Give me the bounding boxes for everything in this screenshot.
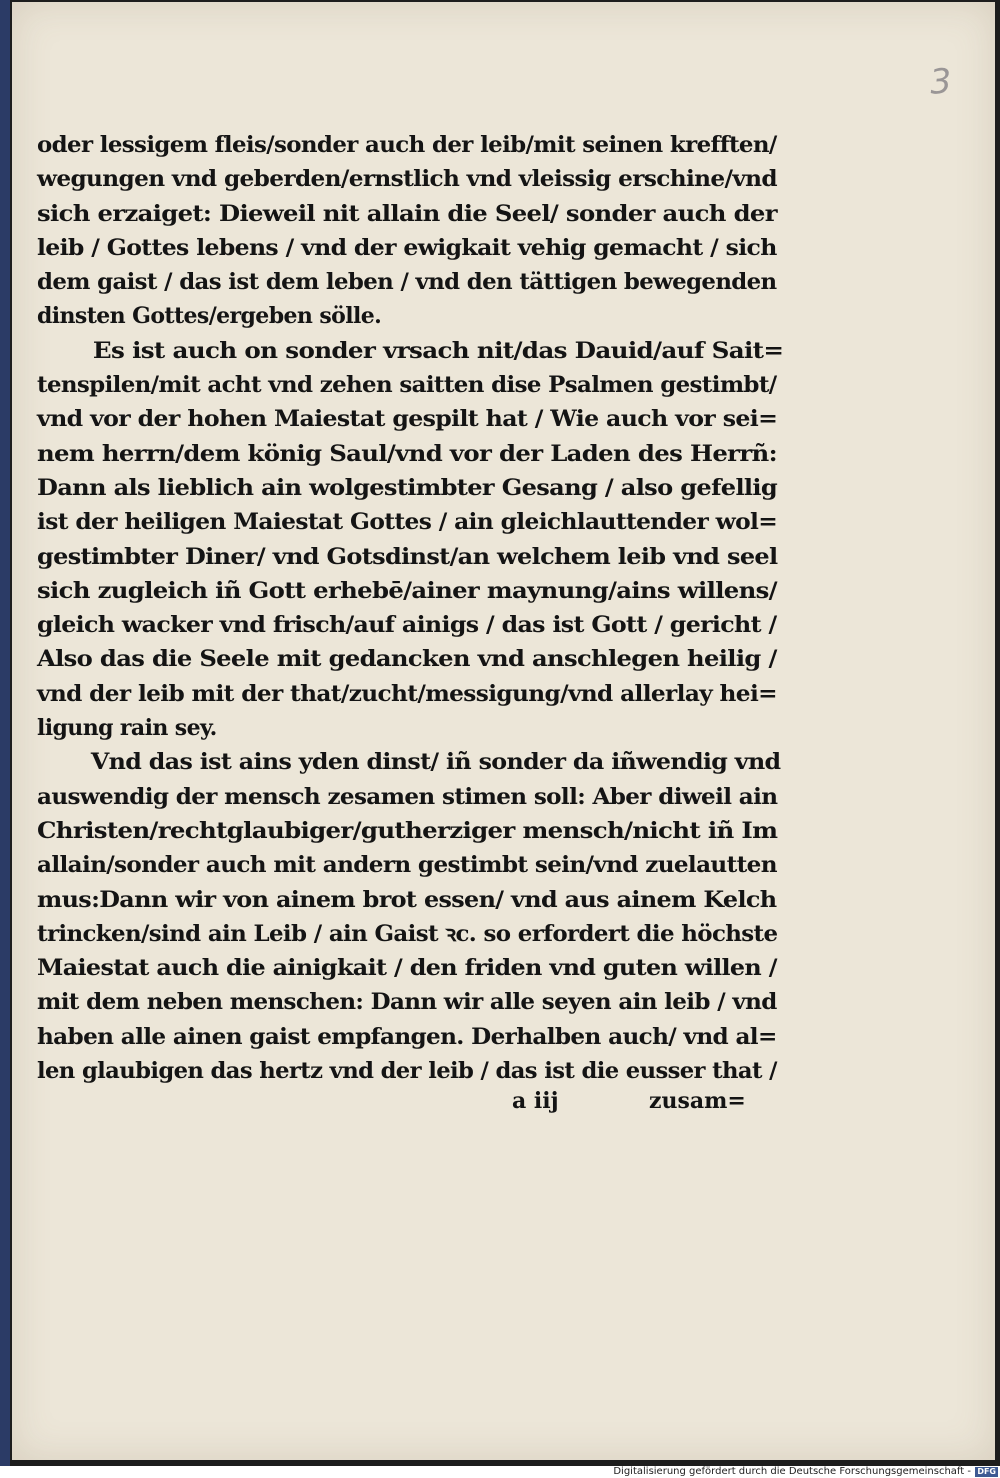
text-line: wegungen vnd geberden/ernstlich vnd vleissig erschine/vnd bbox=[37, 166, 778, 193]
text-line: sich erzaiget: Dieweil nit allain die Seel/ sonder auch der bbox=[37, 200, 777, 227]
text-line: haben alle ainen gaist empfangen. Derhalben auch/ vnd al= bbox=[37, 1023, 777, 1050]
text-line: ist der heiligen Maiestat Gottes / ain gleichlauttender wol= bbox=[37, 509, 778, 536]
text-line: gestimbter Diner/ vnd Gotsdinst/an welchem leib vnd seel bbox=[37, 543, 778, 570]
text-line: mit dem neben menschen: Dann wir alle seyen ain leib / vnd bbox=[37, 989, 777, 1016]
text-line: vnd der leib mit der that/zucht/messigung/vnd allerlay hei= bbox=[37, 680, 777, 707]
text-line: sich zugleich iñ Gott erhebē/ainer maynung/ains willens/ bbox=[37, 577, 777, 604]
text-line: Also das die Seele mit gedancken vnd anschlegen heilig / bbox=[37, 646, 777, 673]
text-line: allain/sonder auch mit andern gestimbt sein/vnd zuelautten bbox=[37, 852, 777, 879]
text-line: Vnd das ist ains yden dinst/ iñ sonder da iñwendig vnd bbox=[90, 749, 781, 776]
book-page bbox=[12, 2, 995, 1460]
text-line: mus:Dann wir von ainem brot essen/ vnd aus ainem Kelch bbox=[37, 886, 777, 913]
text-line: nem herrn/dem könig Saul/vnd vor der Laden des Herrñ: bbox=[37, 440, 777, 467]
signature-mark: a iij bbox=[512, 1088, 559, 1114]
text-line: oder lessigem fleis/sonder auch der leib/mit seinen krefften/ bbox=[37, 132, 777, 158]
text-line: gleich wacker vnd frisch/auf ainigs / das ist Gott / gericht / bbox=[37, 612, 777, 639]
catchword: zusam= bbox=[649, 1088, 746, 1114]
text-line: vnd vor der hohen Maiestat gespilt hat / Wie auch vor sei= bbox=[37, 406, 778, 433]
funding-credit: Digitalisierung gefördert durch die Deutsche Forschungsgemeinschaft - bbox=[613, 1466, 971, 1477]
text-line: dinsten Gottes/ergeben sölle. bbox=[37, 303, 382, 330]
text-line: dem gaist / das ist dem leben / vnd den tättigen bewegenden bbox=[37, 269, 777, 296]
text-line: Maiestat auch die ainigkait / den friden vnd guten willen / bbox=[37, 955, 777, 982]
footer-bar bbox=[0, 1466, 1000, 1478]
text-line: Christen/rechtglaubiger/gutherziger mensch/nicht iñ Im bbox=[37, 817, 778, 844]
text-line: leib / Gottes lebens / vnd der ewigkait vehig gemacht / sich bbox=[37, 234, 777, 261]
text-line: tenspilen/mit acht vnd zehen saitten dise Psalmen gestimbt/ bbox=[37, 372, 777, 399]
body-text bbox=[37, 128, 784, 1088]
book-binding-edge bbox=[0, 0, 10, 1466]
page-number: 3 bbox=[928, 61, 954, 103]
text-line: auswendig der mensch zesamen stimen soll: Aber diweil ain bbox=[37, 783, 778, 810]
text-line: len glaubigen das hertz vnd der leib / das ist die eusser that / bbox=[37, 1058, 777, 1085]
text-line: ligung rain sey. bbox=[37, 715, 217, 742]
dfg-logo: DFG bbox=[977, 1467, 996, 1476]
text-line: Dann als lieblich ain wolgestimbter Gesang / also gefellig bbox=[37, 474, 778, 501]
text-line: trincken/sind ain Leib / ain Gaist ꝛc. so erfordert die höchste bbox=[37, 920, 778, 947]
text-line: Es ist auch on sonder vrsach nit/das Dauid/auf Sait= bbox=[92, 337, 784, 364]
